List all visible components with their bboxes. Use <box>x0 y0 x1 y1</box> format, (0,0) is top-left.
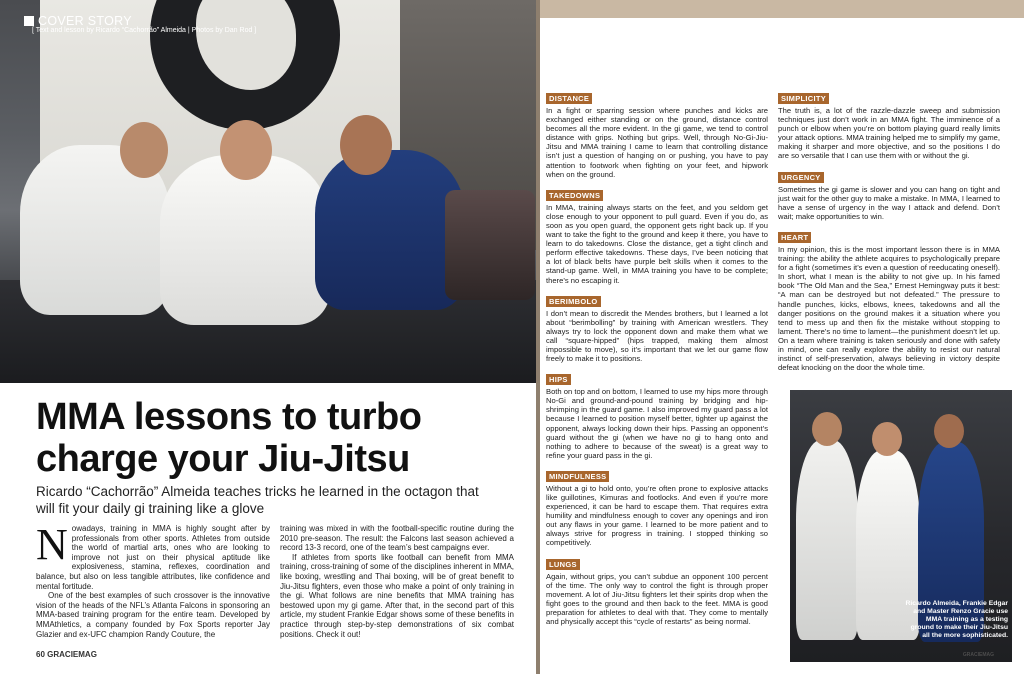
section-label <box>24 14 132 28</box>
section-text: In MMA, training always starts on the feet, and you seldom get close enough to your opponent to pull guard. Even if you do, as soon as you open guard, the opponent gets right back up. If you want to take the fight to the ground and keep it there, you have to learn to do takedowns. Close the distance, get a tight clinch and perform effective takedowns. These days, I’ve been noticing that a lot of black belts have purple belt skills when it comes to the stand-up game. Well, in MMA training you have to be complete; there’s no escaping it. <box>546 202 768 285</box>
right-brand: GRACIEMAG <box>962 652 994 658</box>
section-head: URGENCY <box>778 172 824 183</box>
section-head: BERIMBOLO <box>546 296 601 307</box>
section-head: HEART <box>778 232 811 243</box>
article-credits: [ Text and lesson by Ricardo “Cachorrão” Almeida | Photos by Dan Rod ] <box>32 27 257 34</box>
body-column-1 <box>36 520 270 639</box>
gear-bags <box>445 190 535 300</box>
section-head: DISTANCE <box>546 93 592 104</box>
body-paragraph: One of the best examples of such crossover is the innovative vision of the heads of the NFL’s Atlanta Falcons in sponsoring an MMA-based training program for the entire team. Developed by MMAthletics, a company founded by Fox Sports reporter Jay Glazier and ex-UFC champion Randy Couture, the <box>36 591 270 639</box>
section-text: Both on top and on bottom, I learned to use my hips more through No-Gi and ground-and-pound training by bridging and hip-shrimping in the guard game. I also improved my guard pass a lot because I learned to position myself better, tighter up against the opponent, always locking down their hips. Passing an opponent’s guard without the gi (when we have no gi to hang onto and nothing to adhere to because of the sweat) is a great way to refine your guard pass in the gi. <box>546 387 768 460</box>
photo-fighter-left-head <box>812 412 842 446</box>
section-takedowns <box>546 185 768 285</box>
section-berimbolo <box>546 291 768 364</box>
section-mindfulness <box>546 466 768 548</box>
section-text: The truth is, a lot of the razzle-dazzle sweep and submission techniques just don’t work in an MMA fight. The imminence of a punch or elbow when you’re on bottom playing guard really limits your attack options. MMA training helped me to simplify my game, making it sharper and more objective, and so the positions I do are so versatile that I can use them with or without the gi. <box>778 106 1000 161</box>
dropcap: N <box>36 520 68 569</box>
fighter-right-head <box>340 115 392 175</box>
fighter-center-head <box>220 120 272 180</box>
section-square-icon <box>24 16 34 26</box>
section-head: MINDFULNESS <box>546 471 609 482</box>
section-text: In a fight or sparring session where punches and kicks are exchanged either standing or on the ground, distance control becomes all the more evident. In the gi game, we tend to control distance with grips. Nothing but grips. Well, through No-Gi-Jiu-Jitsu and MMA training I came to learn that controlling distance isn’t just a question of hanging on or pushing, you have to pay attention to footwork when fighting on your feet, and hipwork when on the ground. <box>546 106 768 179</box>
article-body <box>36 520 514 639</box>
section-distance <box>546 88 768 179</box>
section-lungs <box>546 554 768 627</box>
fighter-center-figure <box>160 155 330 325</box>
section-text: I don’t mean to discredit the Mendes brothers, but I learned a lot about “berimbolling” by training with American wrestlers. They always try to lock the opponent down and make them what we call “square-hipped” (hips trapped, making them almost impossible to move), so it’s important that we let our game flow freely to make it to positions. <box>546 308 768 364</box>
article-deck: Ricardo “Cachorrão” Almeida teaches tricks he learned in the octagon that will fit your daily gi training like a glove <box>36 484 479 516</box>
section-simplicity <box>778 88 1000 161</box>
section-head: LUNGS <box>546 559 580 570</box>
section-text: Without a gi to hold onto, you’re often prone to explosive attacks like guillotines, Kimuras and footlocks. And even if you’re more experienced, it can be hard to escape them. That requires extra humility and mindfulness enough to cover any openings and iron out any flaws in your game. I learned to be more patient and to always strive for progress in training. I stopped thinking so competitively. <box>546 483 768 548</box>
body-column-2 <box>280 524 514 639</box>
section-hips <box>546 369 768 460</box>
team-photo <box>790 390 1012 662</box>
section-text: In my opinion, this is the most important lesson there is in MMA training: the ability the athlete acquires to psychologically prepare for a fight (sometimes it’s even a question of reeducating oneself). In short, what I mean is the ability to not give up. In his famed book “The Old Man and the Sea,” Ernest Hemingway puts it best: “A man can be destroyed but not defeated.” The pressure to handle punches, kicks, elbows, knees, takedowns and all the danger positions on the ground makes it a situation where you tend to mess up and then fix the mistake without stopping to lament. There’s no time to lament—the punishment doesn’t let up. On a team where training is taken seriously and done with safety in mind, one can really explore the ability to resist our natural instinct of self-preservation, always believing in victory despite defeat knocking on the door the whole time. <box>778 244 1000 373</box>
section-urgency <box>778 167 1000 221</box>
photo-fighter-left <box>796 440 858 640</box>
fighter-right-figure <box>315 150 465 310</box>
folio-brand: GRACIEMAG <box>47 650 97 659</box>
article-title: MMA lessons to turbo charge your Jiu-Jitsu <box>36 396 422 480</box>
sidebar-column-1 <box>546 88 768 632</box>
hero-photo <box>0 0 536 383</box>
folio <box>36 650 97 659</box>
section-text: Sometimes the gi game is slower and you can hang on tight and just wait for the other guy to make a mistake. In MMA, I learned to have a sense of urgency in the way I attack and defend. Don’t wait; make opportunities to win. <box>778 184 1000 221</box>
section-heart <box>778 227 1000 372</box>
section-head: HIPS <box>546 374 571 385</box>
fighter-left-head <box>120 122 168 178</box>
page-number: 60 <box>36 650 45 659</box>
photo-caption: Ricardo Almeida, Frankie Edgar and Master Renzo Gracie use MMA training as a testing ground to make their Jiu-Jitsu all the more sophisticated. <box>905 600 1008 639</box>
photo-fighter-center-head <box>872 422 902 456</box>
right-page <box>540 18 1024 674</box>
body-paragraph: training was mixed in with the football-specific routine during the 2010 pre-season. The result: the Falcons last season achieved a record 13-3 record, one of the team’s best campaigns ever. <box>280 524 514 553</box>
section-label-text: COVER STORY <box>38 14 132 28</box>
section-text: Again, without grips, you can’t subdue an opponent 100 percent of the time. The only way to control the fight is through proper movement. A lot of Jiu-Jitsu fighters let their spirits drop when the fight goes to the ground and then back to the feet. MMA is good preparation for athletes to deal with that. They come to mentally and physically accept this “cycle of restarts” as being normal. <box>546 571 768 627</box>
section-head: SIMPLICITY <box>778 93 829 104</box>
photo-fighter-right-head <box>934 414 964 448</box>
section-head: TAKEDOWNS <box>546 190 603 201</box>
body-paragraph: owadays, training in MMA is highly sought after by professionals from other sports. Athletes from outside the world of martial arts, ones who are looking to improve not just on their physical aptitude like explosiveness, stamina, reflexes, coordination and balance, but also on less tangible attributes, like confidence and mental fortitude. <box>36 524 270 591</box>
body-paragraph: If athletes from sports like football can benefit from MMA training, cross-training of some of the disciplines inherent in MMA, like boxing, wrestling and Thai boxing, will be of great benefit to Jiu-Jitsu fighters, even those who make a point of only training in the gi. What follows are nine benefits that MMA training has bestowed upon my gi game. After that, in the second part of this article, my student Frankie Edgar shows some of these benefits in practice through step-by-step demonstrations of six combat positions. Check it out! <box>280 552 514 639</box>
